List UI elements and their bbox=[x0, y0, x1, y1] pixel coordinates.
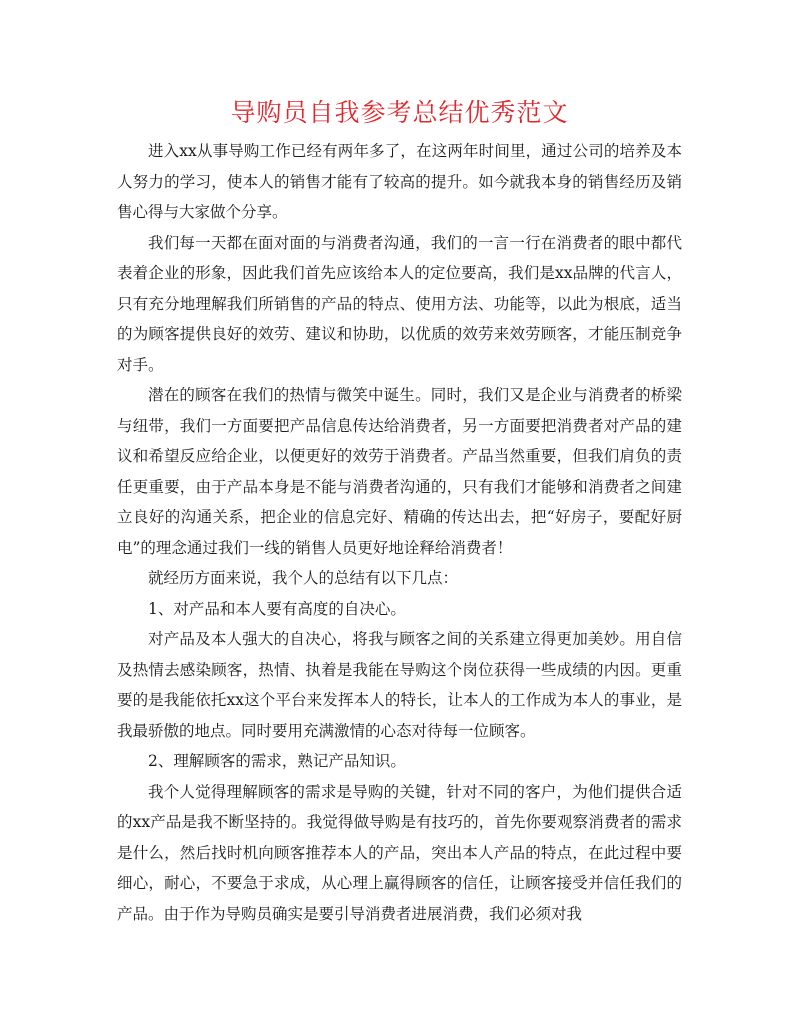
paragraph-6: 我个人觉得理解顾客的需求是导购的关键，针对不同的客户，为他们提供合适的xx产品是我不断坚持的。我觉得做导购是有技巧的，首先你要观察消费者的需求是什么，然后找时机向顾客推荐本人的产品，突出本人产品的特点，在此过程中要细心，耐心，不要急于求成，从心理上赢得顾客的信任，让顾客接受并信任我们的产品。由于作为导购员确实是要引导消费者进展消费，我们必须对我 bbox=[117, 782, 682, 923]
document-title: 导购员自我参考总结优秀范文 bbox=[230, 98, 569, 127]
paragraph-4: 就经历方面来说，我个人的总结有以下几点： bbox=[148, 569, 459, 587]
paragraph-1: 进入xx从事导购工作已经有两年多了，在这两年时间里，通过公司的培养及本人努力的学习，使本人的销售才能有了较高的提升。如今就我本身的销售经历及销售心得与大家做个分享。 bbox=[117, 142, 682, 221]
paragraph-3: 潜在的顾客在我们的热情与微笑中诞生。同时，我们又是企业与消费者的桥梁与纽带，我们一方面要把产品信息传达给消费者，另一方面要把消费者对产品的建议和希望反应给企业，以便更好的效劳于消费者。产品当然重要，但我们肩负的责任更重要，由于产品本身是不能与消费者沟通的，只有我们才能够和消费者之间建立良好的沟通关系，把企业的信息完好、精确的传达出去，把“好房子，要配好厨电”的理念通过我们一线的销售人员更好地诠释给消费者！ bbox=[117, 386, 682, 557]
paragraph-5: 对产品及本人强大的自决心，将我与顾客之间的关系建立得更加美妙。用自信及热情去感染顾客，热情、执着是我能在导购这个岗位获得一些成绩的内因。更重要的是我能依托xx这个平台来发挥本人的特长，让本人的工作成为本人的事业，是我最骄傲的地点。同时要用充满激情的心态对待每一位顾客。 bbox=[117, 630, 682, 740]
section-heading-2: 2、理解顾客的需求，熟记产品知识。 bbox=[148, 752, 406, 770]
section-heading-1: 1、对产品和本人要有高度的自决心。 bbox=[148, 599, 406, 618]
paragraph-2: 我们每一天都在面对面的与消费者沟通，我们的一言一行在消费者的眼中都代表着企业的形象，因此我们首先应该给本人的定位要高，我们是xx品牌的代言人，只有充分地理解我们所销售的产品的特点、使用方法、功能等，以此为根底，适当的为顾客提供良好的效劳、建议和协助，以优质的效劳来效劳顾客，才能压制竞争对手。 bbox=[117, 233, 682, 374]
document-page bbox=[117, 96, 682, 929]
